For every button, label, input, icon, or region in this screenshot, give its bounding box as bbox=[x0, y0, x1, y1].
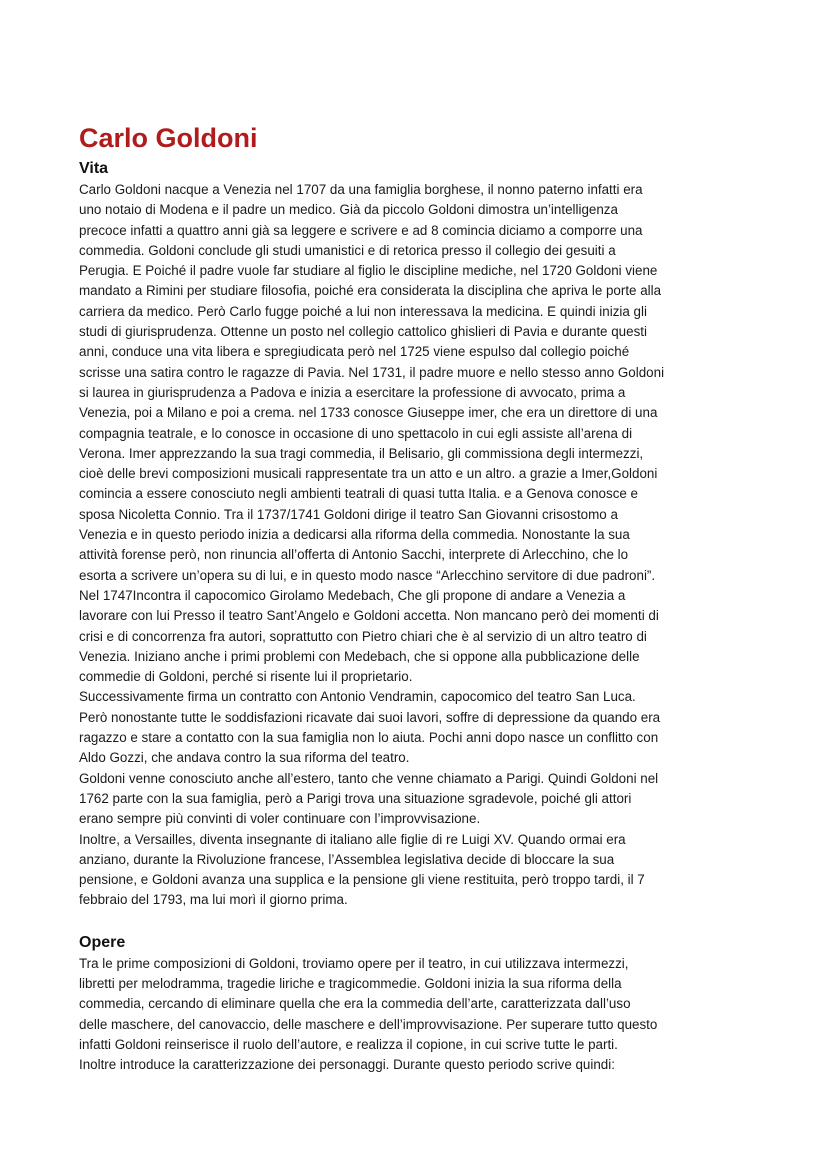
paragraph-line: scrisse una satira contro le ragazze di Pavia. Nel 1731, il padre muore e nello stesso anno Goldoni bbox=[79, 364, 665, 380]
paragraph-line: crisi e di concorrenza fra autori, soprattutto con Pietro chiari che è al servizio di un altro teatro di bbox=[79, 628, 647, 644]
paragraph-line: uno notaio di Modena e il padre un medico. Già da piccolo Goldoni dimostra un’intelligenza bbox=[79, 202, 618, 218]
paragraph-line: compagnia teatrale, e lo conosce in occasione di uno spettacolo in cui egli assiste all’arena di bbox=[79, 425, 633, 441]
paragraph-line: libretti per melodramma, tragedie liriche e tragicommedie. Goldoni inizia la sua riforma della bbox=[79, 975, 622, 991]
paragraph-line: Nel 1747Incontra il capocomico Girolamo Medebach, Che gli propone di andare a Venezia a bbox=[79, 587, 626, 603]
paragraph-line: infatti Goldoni reinserisce il ruolo dell’autore, e realizza il copione, in cui scrive tutte le parti. bbox=[79, 1036, 618, 1052]
paragraph-line: sposa Nicoletta Connio. Tra il 1737/1741 Goldoni dirige il teatro San Giovanni crisostomo a bbox=[79, 506, 618, 522]
paragraph-line: Goldoni venne conosciuto anche all’estero, tanto che venne chiamato a Parigi. Quindi Goldoni nel bbox=[79, 770, 659, 786]
section-body-vita bbox=[79, 180, 751, 911]
paragraph-line: Carlo Goldoni nacque a Venezia nel 1707 da una famiglia borghese, il nonno paterno infatti era bbox=[79, 182, 643, 197]
paragraph-line: precoce infatti a quattro anni già sa leggere e scrivere e ad 8 comincia diciamo a comporre una bbox=[79, 222, 643, 238]
paragraph-line: si laurea in giurisprudenza a Padova e inizia a esercitare la professione di avvocato, prima a bbox=[79, 384, 626, 400]
paragraph-line: erano sempre più convinti di voler continuare con l’improvvisazione. bbox=[79, 811, 481, 827]
paragraph-line: Verona. Imer apprezzando la sua tragi commedia, il Belisario, gli commissiona degli intermezzi, bbox=[79, 445, 644, 461]
paragraph-line: commedie di Goldoni, perché si risente lui il proprietario. bbox=[79, 669, 413, 685]
paragraph-line: Tra le prime composizioni di Goldoni, troviamo opere per il teatro, in cui utilizzava intermezzi, bbox=[79, 955, 629, 971]
paragraph-line: commedia. Goldoni conclude gli studi umanistici e di retorica presso il collegio dei gesuiti a bbox=[79, 242, 616, 258]
paragraph-line: febbraio del 1793, ma lui morì il giorno prima. bbox=[79, 892, 348, 908]
paragraph-line: studi di giurisprudenza. Ottenne un posto nel collegio cattolico ghislieri di Pavia e durante questi bbox=[79, 324, 647, 340]
paragraph-line: anni, conduce una vita libera e spregiudicata però nel 1725 viene espulso dal collegio poiché bbox=[79, 344, 630, 360]
paragraph-line: Aldo Gozzi, che andava contro la sua riforma del teatro. bbox=[79, 750, 410, 766]
section-heading-vita: Vita bbox=[79, 160, 109, 177]
paragraph-line: anziano, durante la Rivoluzione francese, l’Assemblea legislativa decide di bloccare la sua bbox=[79, 851, 615, 867]
paragraph-line: 1762 parte con la sua famiglia, però a Parigi trova una situazione sgradevole, poiché gli attori bbox=[79, 790, 632, 806]
paragraph-line: esorta a scrivere un’opera su di lui, e in questo modo nasce “Arlecchino servitore di due padroni”. bbox=[79, 567, 656, 583]
paragraph-line: pensione, e Goldoni avanza una supplica e la pensione gli viene restituita, però troppo tardi, il 7 bbox=[79, 872, 645, 888]
paragraph-line: comincia a essere conosciuto negli ambienti teatrali di quasi tutta Italia. e a Genova conosce e bbox=[79, 486, 639, 502]
paragraph-line: cioè delle brevi composizioni musicali rappresentate tra un atto e un altro. a grazie a Imer,Goldoni bbox=[79, 466, 658, 482]
section-heading-opere: Opere bbox=[79, 933, 126, 951]
document-page bbox=[79, 118, 751, 1075]
paragraph-line: Però nonostante tutte le soddisfazioni ricavate dai suoi lavori, soffre di depressione da quando era bbox=[79, 709, 661, 725]
paragraph-line: Venezia e in questo periodo inizia a dedicarsi alla riforma della commedia. Nonostante la sua bbox=[79, 527, 630, 543]
paragraph-line: Perugia. E Poiché il padre vuole far studiare al figlio le discipline mediche, nel 1720 Goldoni viene bbox=[79, 263, 658, 279]
paragraph-line: Inoltre, a Versailles, diventa insegnante di italiano alle figlie di re Luigi XV. Quando ormai era bbox=[79, 831, 626, 847]
document-title: Carlo Goldoni bbox=[79, 123, 258, 153]
paragraph-line: ragazzo e stare a contatto con la sua famiglia non lo aiuta. Pochi anni dopo nasce un conflitto con bbox=[79, 730, 659, 746]
paragraph-line: Successivamente firma un contratto con Antonio Vendramin, capocomico del teatro San Luca. bbox=[79, 689, 636, 705]
paragraph-line: Inoltre introduce la caratterizzazione dei personaggi. Durante questo periodo scrive quindi: bbox=[79, 1057, 615, 1073]
paragraph-line: carriera da medico. Però Carlo fugge poiché a lui non interessava la medicina. E quindi inizia gli bbox=[79, 303, 647, 319]
paragraph-line: lavorare con lui Presso il teatro Sant’Angelo e Goldoni accetta. Non mancano però dei momenti di bbox=[79, 608, 659, 624]
paragraph-line: Venezia, poi a Milano e poi a crema. nel 1733 conosce Giuseppe imer, che era un direttore di una bbox=[79, 405, 658, 421]
paragraph-line: delle maschere, del canovaccio, delle maschere e dell’improvvisazione. Per superare tutto questo bbox=[79, 1016, 658, 1032]
paragraph-line: attività forense però, non rinuncia all’offerta di Antonio Sacchi, interprete di Arlecchino, che lo bbox=[79, 547, 629, 563]
section-body-opere bbox=[79, 954, 751, 1076]
paragraph-line: commedia, cercando di eliminare quella che era la commedia dell’arte, caratterizzata dall’uso bbox=[79, 996, 631, 1012]
paragraph-line: mandato a Rimini per studiare filosofia, poiché era considerata la disciplina che apriva le porte alla bbox=[79, 283, 662, 299]
section-spacer bbox=[79, 911, 751, 932]
paragraph-line: Venezia. Iniziano anche i primi problemi con Medebach, che si oppone alla pubblicazione delle bbox=[79, 648, 640, 664]
